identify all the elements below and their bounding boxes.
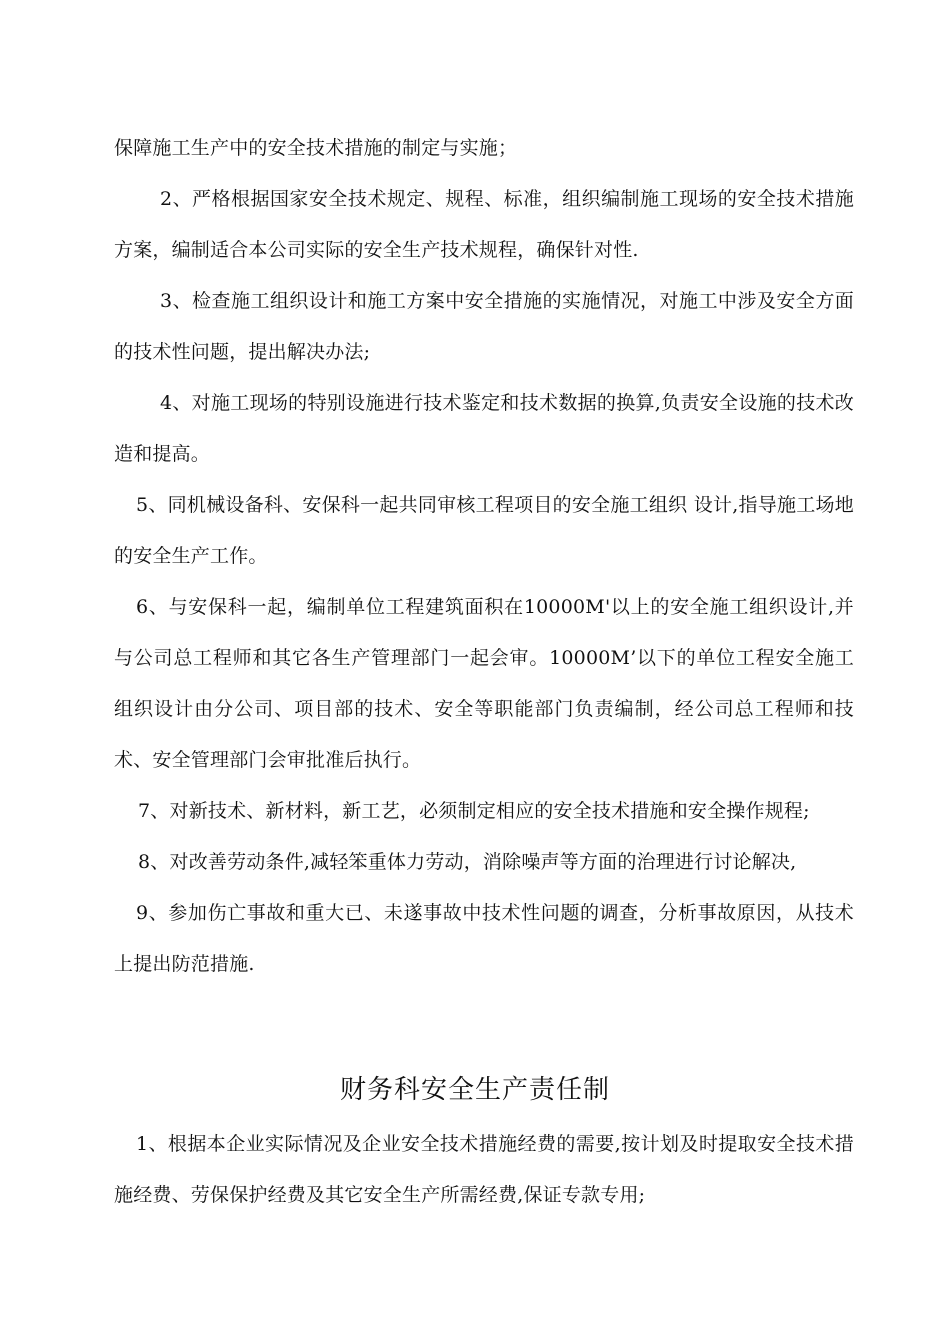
paragraph-intro-continuation: 保障施工生产中的安全技术措施的制定与实施；: [114, 137, 518, 159]
section-finance-responsibilities: [114, 1119, 854, 1221]
paragraph-item-2: 2、严格根据国家安全技术规定、规程、标准，组织编制施工现场的安全技术措施方案，编制适合本公司实际的安全生产技术规程，确保针对性.: [114, 188, 854, 261]
paragraph-item-6: 6、与安保科一起，编制单位工程建筑面积在10000M'以上的安全施工组织设计,并与公司总工程师和其它各生产管理部门一起会审。10000M’以下的单位工程安全施工组织设计由分公司、项目部的技术、安全等职能部门负责编制，经公司总工程师和技术、安全管理部门会审批准后执行。: [114, 596, 854, 771]
paragraph-finance-item-1: 1、根据本企业实际情况及企业安全技术措施经费的需要,按计划及时提取安全技术措施经费、劳保保护经费及其它安全生产所需经费,保证专款专用;: [114, 1133, 854, 1206]
paragraph-item-4: 4、对施工现场的特别设施进行技术鉴定和技术数据的换算,负责安全设施的技术改造和提高。: [114, 392, 854, 465]
paragraph-item-8: 8、对改善劳动条件,减轻笨重体力劳动，消除噪声等方面的治理进行讨论解决,: [138, 851, 797, 873]
paragraph-item-9: 9、参加伤亡事故和重大已、未遂事故中技术性问题的调查，分析事故原因，从技术上提出防范措施.: [114, 902, 854, 975]
section-title-finance: 财务科安全生产责任制: [339, 1075, 610, 1105]
paragraph-item-3: 3、检查施工组织设计和施工方案中安全措施的实施情况，对施工中涉及安全方面的技术性问题，提出解决办法;: [114, 290, 854, 363]
paragraph-item-7: 7、对新技术、新材料，新工艺，必须制定相应的安全技术措施和安全操作规程;: [138, 800, 810, 822]
section-technical-responsibilities: [114, 123, 854, 990]
paragraph-item-5: 5、同机械设备科、安保科一起共同审核工程项目的安全施工组织 设计,指导施工场地的安全生产工作。: [114, 494, 854, 567]
